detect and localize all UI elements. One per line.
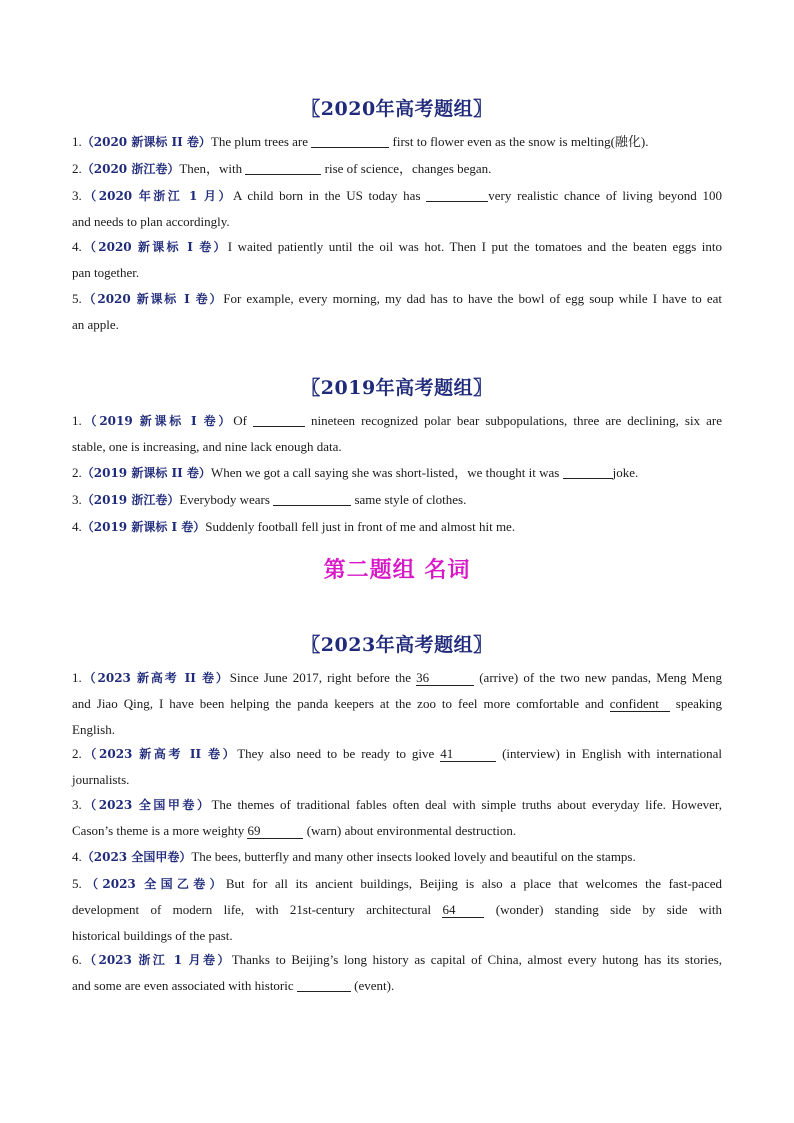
question-2023-2: 2.（2023 新高考 II 卷）They also need to be ready to give 41 (interview) in English with international journalists. [72, 746, 722, 787]
question-2019-2: 2.（2019 新课标 II 卷）When we got a call saying she was short-listed，we thought it was joke. [72, 465, 639, 480]
question-2019-4: 4.（2019 新课标 I 卷）Suddenly football fell just in front of me and almost hit me. [72, 519, 516, 534]
answer-blank[interactable] [426, 187, 488, 202]
question-2020-4: 4.（2020 新课标 I 卷）I waited patiently until the oil was hot. Then I put the tomatoes and the beaten eggs into pan together. [72, 239, 722, 280]
answer-blank[interactable] [563, 464, 613, 479]
group-title-2020: 〖2020年高考题组〗 [301, 98, 493, 120]
question-source: （2019 新课标 I 卷） [81, 520, 206, 534]
answer-blank[interactable]: 41 [440, 746, 496, 762]
question-2019-1: 1.（2019 新课标 I 卷）Of nineteen recognized polar bear subpopulations, three are declining, six are stable, one is increasing, and nine lack enough data. [72, 413, 723, 454]
group-title-2019: 〖2019年高考题组〗 [301, 377, 493, 399]
group-title-2023: 〖2023年高考题组〗 [301, 634, 493, 656]
question-source: （2019 浙江卷） [81, 493, 180, 507]
question-source: （2023 新高考 II 卷） [81, 747, 238, 761]
answer-blank[interactable]: 69 [247, 823, 303, 839]
answer-blank[interactable] [311, 133, 389, 148]
question-2023-1: 1.（2023 新高考 II 卷）Since June 2017, right before the 36 (arrive) of the two new pandas, Meng Meng and Jiao Qing, I have been helping the panda keepers at the zoo to feel more comfortable and confident speaking English. [72, 670, 722, 737]
question-source: （2020 新课标 I 卷） [81, 240, 228, 254]
question-source: （2020 新课标 I 卷） [81, 292, 224, 306]
question-source: （2023 全国甲卷） [81, 850, 192, 864]
question-2020-3: 3.（2020 年浙江 1 月）A child born in the US today has very realistic chance of living beyond 100 and needs to plan accordingly. [72, 188, 722, 229]
question-2023-5: 5.（2023 全国乙卷）But for all its ancient buildings, Beijing is also a place that welcomes the fast-paced development of modern life, with 21st-century architectural 64 (wonder) standing side by side with historical buildings of the past. [72, 876, 722, 943]
question-source: （2023 浙江 1 月卷） [81, 953, 232, 967]
answer-blank[interactable] [245, 160, 321, 175]
answer-blank[interactable] [297, 977, 351, 992]
section-title: 第二题组 名词 [323, 557, 471, 583]
answer-blank[interactable] [253, 412, 305, 427]
question-2019-3: 3.（2019 浙江卷）Everybody wears same style of clothes. [72, 492, 467, 507]
answer-blank[interactable]: confident [610, 696, 670, 712]
question-2023-6: 6.（2023 浙江 1 月卷）Thanks to Beijing’s long history as capital of China, almost every hutong has its stories, and some are even associated with historic (event). [72, 952, 722, 993]
question-source: （2023 新高考 II 卷） [81, 671, 230, 685]
question-2020-1: 1.（2020 新课标 II 卷）The plum trees are first to flower even as the snow is melting(融化). [72, 134, 649, 149]
question-2020-5: 5.（2020 新课标 I 卷）For example, every morning, my dad has to have the bowl of egg soup while I have to eat an apple. [72, 291, 722, 332]
question-source: （2019 新课标 I 卷） [81, 414, 234, 428]
question-source: （2023 全国乙卷） [81, 877, 226, 891]
question-source: （2019 新课标 II 卷） [81, 466, 211, 480]
question-2023-4: 4.（2023 全国甲卷）The bees, butterfly and many other insects looked lovely and beautiful on the stamps. [72, 849, 636, 864]
question-source: （2020 浙江卷） [81, 162, 180, 176]
question-2020-2: 2.（2020 浙江卷）Then，with rise of science，changes began. [72, 161, 492, 176]
answer-blank[interactable] [273, 491, 351, 506]
question-source: （2020 新课标 II 卷） [81, 135, 211, 149]
question-source: （2023 全国甲卷） [81, 798, 212, 812]
answer-blank[interactable]: 36 [416, 670, 474, 686]
question-source: （2020 年浙江 1 月） [81, 189, 233, 203]
answer-blank[interactable]: 64 [442, 902, 484, 918]
question-2023-3: 3.（2023 全国甲卷）The themes of traditional fables often deal with simple truths about everyday life. However, Cason’s theme is a more weighty 69 (warn) about environmental destruction. [72, 797, 722, 838]
